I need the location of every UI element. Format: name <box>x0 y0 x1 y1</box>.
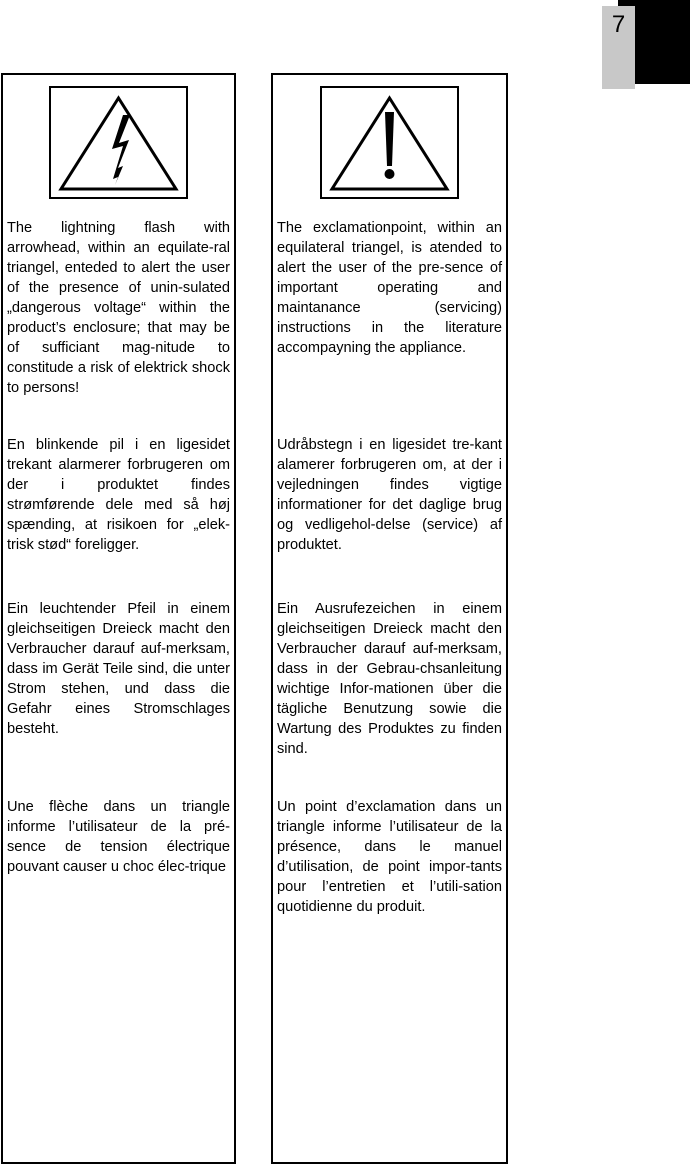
exclamation-triangle-icon <box>322 88 457 197</box>
warning-text-en: The lightning flash with arrowhead, within an equilate-ral triangel, enteded to alert the user of the presence of unin-sulated „dangerous voltage“ within the product’s enclosure; that may be of sufficiant mag-nitude to constitude a risk of elektrick shock to persons! <box>7 220 230 396</box>
warning-text-da: En blinkende pil i en ligesidet trekant alarmerer forbrugeren om der i produktet findes strømførende dele med så høj spænding, at risikoen for „elek-trisk stød“ foreligger. <box>7 437 230 553</box>
warning-column-lightning <box>1 73 236 1164</box>
lightning-triangle-icon <box>51 88 186 197</box>
icon-frame <box>320 86 459 199</box>
warning-text-da: Udråbstegn i en ligesidet tre-kant alamerer forbrugeren om, at der i vejledningen findes vigtige informationer for det daglige brug og vedligehol-delse (service) af produktet. <box>277 437 502 553</box>
page-number: 7 <box>611 11 626 38</box>
warning-text-de: Ein leuchtender Pfeil in einem gleichseitigen Dreieck macht den Verbraucher darauf auf-merksam, dass im Gerät Teile sind, die unter Strom stehen, und dass die Gefahr eines Stromschlages besteht. <box>7 601 230 737</box>
warning-text-de: Ein Ausrufezeichen in einem gleichseitigen Dreieck macht den Verbraucher darauf auf-merksam, dass in der Gebrau-chsanleitung wichtige Infor-mationen über die tägliche Benutzung sowie die Wartung des Produktes zu finden sind. <box>277 601 502 757</box>
warning-text-fr: Une flèche dans un triangle informe l’utilisateur de la pré-sence de tension électrique pouvant causer u choc élec-trique <box>7 799 230 875</box>
warning-column-exclamation <box>271 73 508 1164</box>
warning-text-fr: Un point d’exclamation dans un triangle informe l’utilisateur de la présence, dans le manuel d’utilisation, de point impor-tants pour l’entretien et l’utili-sation quotidienne du produit. <box>277 799 502 915</box>
warning-text-en: The exclamationpoint, within an equilateral triangel, is atended to alert the user of the pre-sence of important operating and maintanance (servicing) instructions in the literature accompayning the appliance. <box>277 220 502 356</box>
icon-frame <box>49 86 188 199</box>
